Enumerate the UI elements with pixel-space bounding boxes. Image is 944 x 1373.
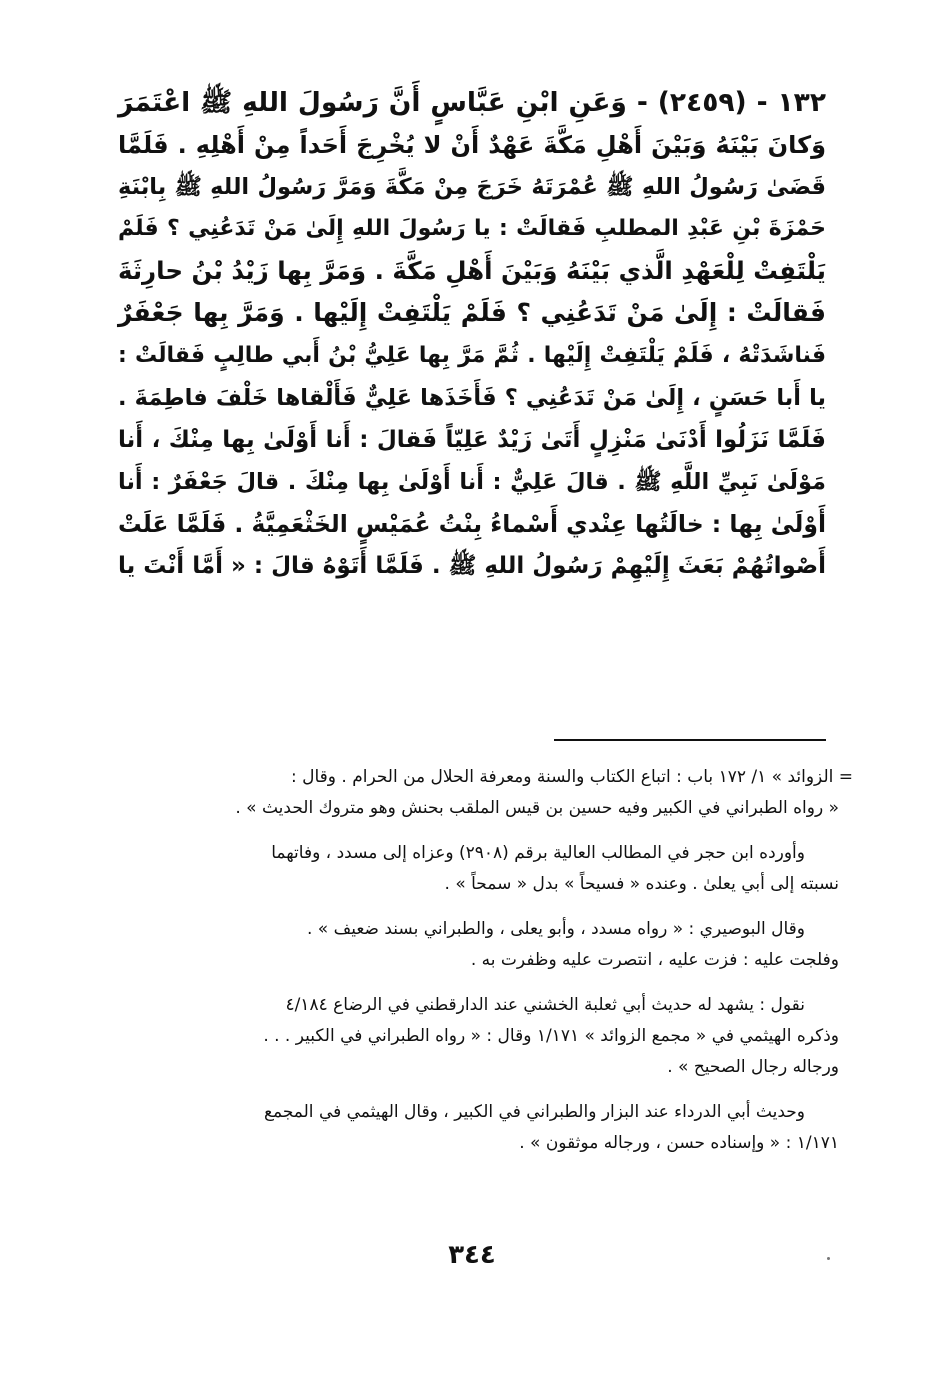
main-text-line: فَناشَدَتْهُ ، فَلَمْ يَلْتَفِتْ إِلَيْها . ثُمَّ مَرَّ بِها عَلِيُّ بْنُ أَبي طالِبٍ فَقالَتْ : [118, 342, 826, 368]
page-number: ٣٤٤ [448, 1240, 496, 1270]
footnote-line: « رواه الطبراني في الكبير وفيه حسين بن قيس الملقب بحنش وهو متروك الحديث » . [235, 798, 839, 818]
hadith-main-text [118, 82, 826, 587]
footnote-line: وذكره الهيثمي في « مجمع الزوائد » ١/١٧١ وقال : « رواه الطبراني في الكبير . . . [263, 1026, 839, 1046]
footnote-paragraph [118, 914, 839, 976]
footnote-paragraph [118, 990, 839, 1083]
footnote-line: ورجاله رجال الصحيح » . [667, 1057, 839, 1077]
footnote-separator [554, 739, 826, 741]
main-text-line: يَلْتَفِتْ لِلْعَهْدِ الَّذي بَيْنَهُ وَبَيْنَ أَهْلِ مَكَّةَ . وَمَرَّ بِها زَيْدُ بْنُ حارِثَةَ [118, 256, 826, 286]
footnotes-section [118, 762, 853, 1173]
main-text-line: حَمْزَةَ بْنِ عَبْدِ المطلبِ فَقالَتْ : يا رَسُولَ اللهِ إِلَىٰ مَنْ تَدَعُنِي ؟ فَلَمْ [118, 216, 826, 242]
main-text-line: ١٣٢ - (٢٤٥٩) - وَعَنِ ابْنِ عَبَّاسٍ أَنَّ رَسُولَ اللهِ ﷺ اعْتَمَرَ [118, 87, 827, 118]
scan-speck [827, 1257, 830, 1260]
footnote-line: ١/١٧١ : « وإسناده حسن ، ورجاله موثقون » . [519, 1133, 839, 1153]
footnote-line: وأورده ابن حجر في المطالب العالية برقم (٢٩٠٨) وعزاه إلى مسدد ، وفاتهما [271, 843, 805, 863]
footnote-line: = الزوائد » ١/ ١٧٢ باب : اتباع الكتاب والسنة ومعرفة الحلال من الحرام . وقال : [290, 767, 853, 787]
main-text-line: مَوْلَىٰ نَبِيِّ اللَّهِ ﷺ . قالَ عَلِيٌّ : أَنا أَوْلَىٰ بِها مِنْكَ . قالَ جَعْفَرٌ : أَنا [118, 468, 826, 495]
footnote-line: نسبته إلى أبي يعلىٰ . وعنده « فسيحاً » بدل « سمحاً » . [444, 874, 839, 894]
main-text-line: يا أَبا حَسَنٍ ، إِلَىٰ مَنْ تَدَعُنِي ؟ فَأَخَذَها عَلِيٌّ فَأَلْقاها خَلْفَ فاطِمَةَ . [118, 384, 826, 411]
main-text-line: فَلَمَّا نَزَلُوا أَدْنَىٰ مَنْزِلٍ أَتَىٰ زَيْدٌ عَلِيّاً فَقالَ : أَنا أَوْلَىٰ بِها مِنْكَ ، أَنا [118, 426, 826, 453]
footnote-line: وفلجت عليه : فزت عليه ، انتصرت عليه وظفرت به . [470, 950, 839, 970]
main-text-line: قَضَىٰ رَسُولُ اللهِ ﷺ عُمْرَتَهُ خَرَجَ مِنْ مَكَّةَ وَمَرَّ رَسُولُ اللهِ ﷺ بِابْنَةِ [118, 174, 826, 201]
main-text-line: فَقالَتْ : إِلَىٰ مَنْ تَدَعُنِي ؟ فَلَمْ يَلْتَفِتْ إِلَيْها . وَمَرَّ بِها جَعْفَرٌ [118, 298, 826, 328]
main-text-line: أَوْلَىٰ بِها : خالَتُها عِنْدي أَسْماءُ بِنْتُ عُمَيْسٍ الخَثْعَمِيَّةُ . فَلَمَّا عَلَتْ [117, 509, 826, 538]
footnote-line: وقال البوصيري : « رواه مسدد ، وأبو يعلى ، والطبراني بسند ضعيف » . [307, 919, 805, 939]
footnote-paragraph [118, 1097, 839, 1159]
footnote-paragraph [118, 838, 839, 900]
footnote-line: نقول : يشهد له حديث أبي ثعلبة الخشني عند الدارقطني في الرضاع ٤/١٨٤ [285, 995, 805, 1015]
main-text-line: وَكانَ بَيْنَهُ وَبَيْنَ أَهْلِ مَكَّةَ عَهْدٌ أَنْ لا يُخْرِجَ أَحَداً مِنْ أَهْلِهِ . فَلَمَّا [118, 131, 826, 160]
main-text-line: أَصْواتُهُمْ بَعَثَ إِلَيْهِمْ رَسُولُ اللهِ ﷺ . فَلَمَّا أَتَوْهُ قالَ : « أَمَّا أَنْتَ يا [118, 553, 826, 580]
footnote-line: وحديث أبي الدرداء عند البزار والطبراني في الكبير ، وقال الهيثمي في المجمع [263, 1102, 805, 1122]
footnote-paragraph [118, 762, 853, 824]
